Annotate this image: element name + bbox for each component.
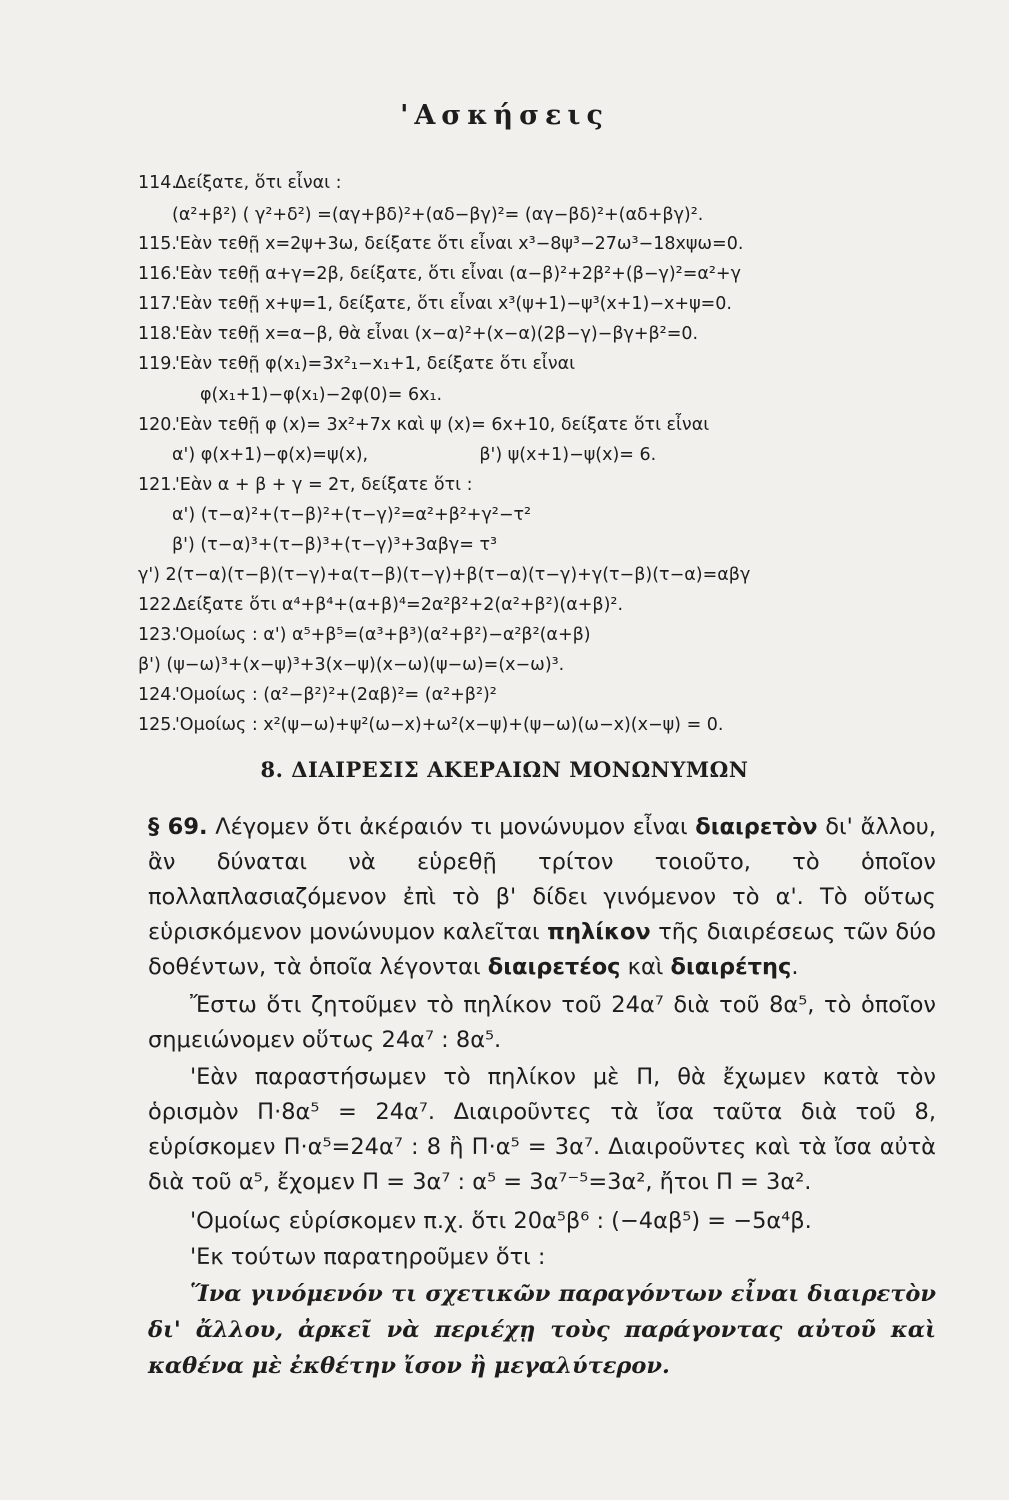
exercise-text: 'Ομοίως : (α²−β²)²+(2αβ)²= (α²+β²)² xyxy=(175,685,497,705)
exercise-125 xyxy=(138,710,938,740)
term-divisor: διαιρέτης xyxy=(670,954,792,980)
exercise-117 xyxy=(138,289,938,319)
exercise-118 xyxy=(138,319,938,349)
exercise-121-part-c: γ') 2(τ−α)(τ−β)(τ−γ)+α(τ−β)(τ−γ)+β(τ−α)(τ−γ)+γ(τ−β)(τ−α)=αβγ xyxy=(138,565,751,585)
exercise-115 xyxy=(138,229,938,259)
exercise-text: 'Ομοίως : α') α⁵+β⁵=(α³+β³)(α²+β²)−α²β²(α+β) xyxy=(175,625,591,645)
paragraph-text: Λέγομεν ὅτι ἀκέραιόν τι μονώνυμον εἶναι xyxy=(207,814,696,840)
exercise-text: 'Εὰν τεθῇ φ (x)= 3x²+7x καὶ ψ (x)= 6x+10, δείξατε ὅτι εἶναι xyxy=(175,415,710,435)
exercise-number: 118. xyxy=(138,324,177,344)
paragraph-sign: § 69. xyxy=(148,814,208,840)
rule-statement: Ἵνα γινόμενόν τι σχετικῶν παραγόντων εἶναι διαιρετὸν δι' ἄλλου, ἀρκεῖ νὰ περιέχῃ τοὺς παράγοντας αὐτοῦ καὶ καθένα μὲ ἐκθέτην ἴσον ἢ μεγαλύτερον. xyxy=(148,1281,936,1379)
paragraph-69 xyxy=(148,810,936,985)
exercise-number: 124. xyxy=(138,685,177,705)
exercise-text: 'Εὰν α + β + γ = 2τ, δείξατε ὅτι : xyxy=(175,475,473,495)
exercise-number: 122. xyxy=(138,595,177,615)
exercise-number: 116. xyxy=(138,264,177,284)
section-title: 8. ΔΙΑΙΡΕΣΙΣ ΑΚΕΡΑΙΩΝ ΜΟΝΩΝΥΜΩΝ xyxy=(260,757,749,782)
term-quotient: πηλίκον xyxy=(547,919,651,945)
exercise-121-part-a: α') (τ−α)²+(τ−β)²+(τ−γ)²=α²+β²+γ²−τ² xyxy=(172,505,532,525)
exercise-text: 'Εὰν τεθῇ x=2ψ+3ω, δείξατε ὅτι εἶναι x³−8ψ³−27ω³−18xψω=0. xyxy=(175,234,744,254)
similar-example: 'Ομοίως εὑρίσκομεν π.χ. ὅτι 20α⁵β⁶ : (−4αβ⁵) = −5α⁴β. xyxy=(190,1208,812,1234)
exercise-116 xyxy=(138,259,938,289)
exercise-124 xyxy=(138,680,938,710)
exercise-text: 'Εὰν τεθῇ φ(x₁)=3x²₁−x₁+1, δείξατε ὅτι εἶναι xyxy=(175,354,576,374)
exercise-114-formula: (α²+β²) ( γ²+δ²) =(αγ+βδ)²+(αδ−βγ)²= (αγ−βδ)²+(αδ+βγ)². xyxy=(172,205,704,225)
exercise-number: 120. xyxy=(138,415,177,435)
exercise-number: 117. xyxy=(138,294,177,314)
exercise-122 xyxy=(138,590,938,620)
exercise-text: 'Εὰν τεθῇ α+γ=2β, δείξατε, ὅτι εἶναι (α−β)²+2β²+(β−γ)²=α²+γ xyxy=(175,264,741,284)
exercise-number: 125. xyxy=(138,715,177,735)
exercise-number: 123. xyxy=(138,625,177,645)
exercise-114 xyxy=(138,168,938,198)
exercise-number: 121. xyxy=(138,475,177,495)
paragraph-text: δι' ἄλλου, ἂν δύναται νὰ εὑρεθῇ τρίτον τοιοῦτο, τὸ ὁποῖον πολλαπλασιαζόμενον ἐπὶ τὸ β' δίδει γινόμενον τὸ α'. Τὸ οὕτως εὑρισκόμενον μονώνυμον καλεῖται xyxy=(148,814,936,945)
exercise-121 xyxy=(138,470,938,500)
exercise-text: 'Ομοίως : x²(ψ−ω)+ψ²(ω−x)+ω²(x−ψ)+(ψ−ω)(ω−x)(x−ψ) = 0. xyxy=(175,715,724,735)
exercise-text: Δείξατε ὅτι α⁴+β⁴+(α+β)⁴=2α²β²+2(α²+β²)(α+β)². xyxy=(175,595,624,615)
exercise-120-parts: α') φ(x+1)−φ(x)=ψ(x), β') ψ(x+1)−ψ(x)= 6. xyxy=(172,445,657,465)
exercise-123 xyxy=(138,620,938,650)
exercise-text: 'Εὰν τεθῇ x+ψ=1, δείξατε, ὅτι εἶναι x³(ψ+1)−ψ³(x+1)−x+ψ=0. xyxy=(175,294,732,314)
paragraph-text: καὶ xyxy=(620,954,671,980)
exercise-number: 115. xyxy=(138,234,177,254)
exercise-number: 119. xyxy=(138,354,177,374)
exercise-119-formula: φ(x₁+1)−φ(x₁)−2φ(0)= 6x₁. xyxy=(200,385,443,405)
exercise-text: Δείξατε, ὅτι εἶναι : xyxy=(175,173,342,193)
derivation-paragraph: 'Εὰν παραστήσωμεν τὸ πηλίκον μὲ Π, θὰ ἔχωμεν κατὰ τὸν ὁρισμὸν Π·8α⁵ = 24α⁷. Διαιροῦντες τὰ ἴσα ταῦτα διὰ τοῦ 8, εὑρίσκομεν Π·α⁵=24α⁷ : 8 ἢ Π·α⁵ = 3α⁷. Διαιροῦντες καὶ τὰ ἴσα αὐτὰ διὰ τοῦ α⁵, ἔχομεν Π = 3α⁷ : α⁵ = 3α⁷⁻⁵=3α², ἤτοι Π = 3α². xyxy=(148,1064,936,1195)
term-dividend: διαιρετέος xyxy=(487,954,621,980)
exercise-text: 'Εὰν τεθῇ x=α−β, θὰ εἶναι (x−α)²+(x−α)(2β−γ)−βγ+β²=0. xyxy=(175,324,699,344)
exercise-123-part-b: β') (ψ−ω)³+(x−ψ)³+3(x−ψ)(x−ω)(ψ−ω)=(x−ω)³. xyxy=(138,655,565,675)
exercise-121-part-b: β') (τ−α)³+(τ−β)³+(τ−γ)³+3αβγ= τ³ xyxy=(172,535,497,555)
exercise-120 xyxy=(138,410,938,440)
exercises-heading: 'Ασκήσεις xyxy=(400,100,609,131)
term-divisible: διαιρετὸν xyxy=(695,814,818,840)
example-paragraph: Ἔστω ὅτι ζητοῦμεν τὸ πηλίκον τοῦ 24α⁷ διὰ τοῦ 8α⁵, τὸ ὁποῖον σημειώνομεν οὕτως 24α⁷ : 8α⁵. xyxy=(148,992,936,1053)
exercise-number: 114. xyxy=(138,173,177,193)
exercise-119 xyxy=(138,349,938,379)
observation-intro: 'Εκ τούτων παρατηροῦμεν ὅτι : xyxy=(190,1244,546,1270)
paragraph-text: . xyxy=(791,954,799,980)
paragraph-text: τῆς διαιρέσεως τῶν δύο δοθέντων, τὰ ὁποῖα λέγονται xyxy=(148,919,936,980)
